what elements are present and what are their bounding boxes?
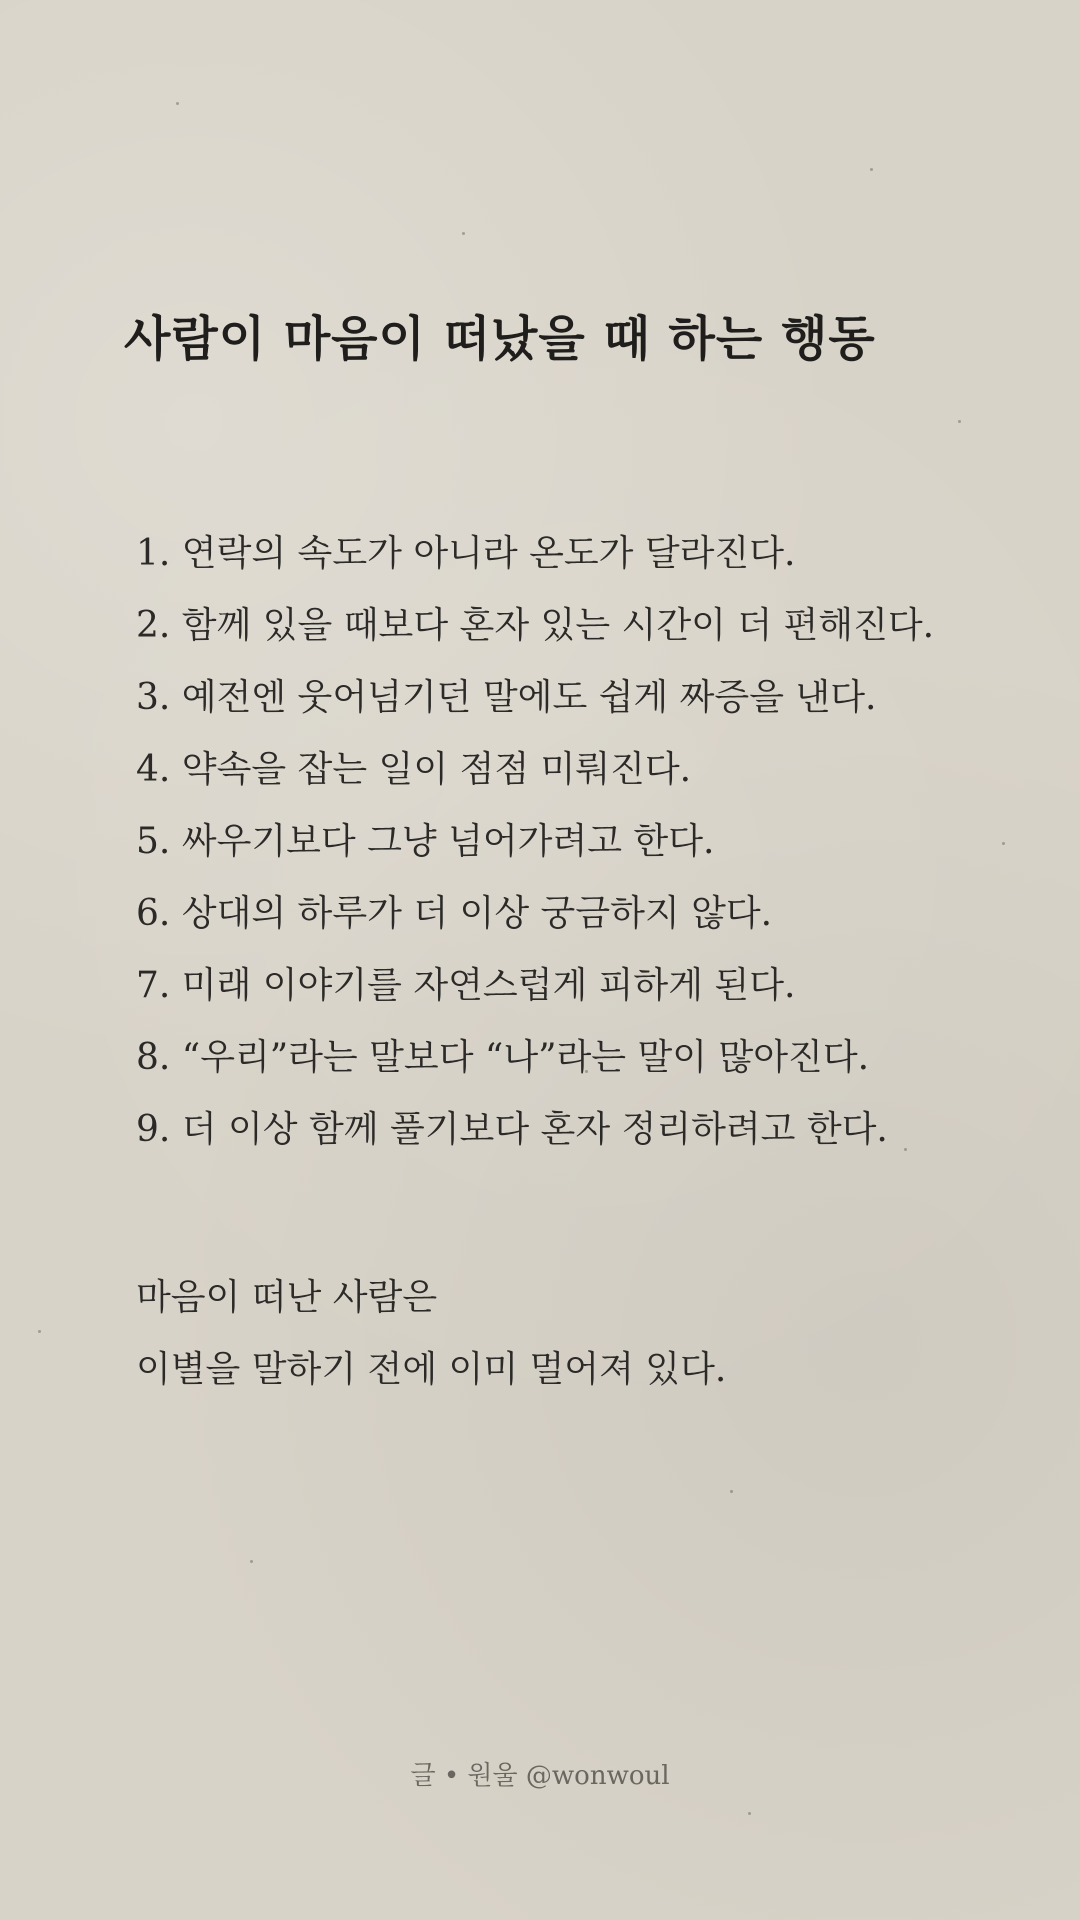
paper-speck [462,232,465,235]
list-item: 1. 연락의 속도가 아니라 온도가 달라진다. [136,533,796,574]
closing-line: 마음이 떠난 사람은 [136,1277,438,1318]
list-item: 8. “우리”라는 말보다 “나”라는 말이 많아진다. [136,1037,870,1078]
closing-paragraph [136,1262,726,1406]
list-item: 9. 더 이상 함께 풀기보다 혼자 정리하려고 한다. [136,1109,888,1150]
paper-speck [38,1330,41,1333]
paper-speck [176,102,179,105]
list-item: 2. 함께 있을 때보다 혼자 있는 시간이 더 편해진다. [136,605,935,646]
closing-line: 이별을 말하기 전에 이미 멀어져 있다. [136,1349,727,1390]
list-item: 7. 미래 이야기를 자연스럽게 피하게 된다. [136,965,796,1006]
list-item: 6. 상대의 하루가 더 이상 궁금하지 않다. [136,893,773,934]
paper-speck [958,420,961,423]
page-title: 사람이 마음이 떠났을 때 하는 행동 [124,311,876,367]
paper-speck [870,168,873,171]
paper-speck [1002,842,1005,845]
paper-speck [748,1812,751,1815]
list-item: 3. 예전엔 웃어넘기던 말에도 쉽게 짜증을 낸다. [136,677,877,718]
paper-speck [250,1560,253,1563]
list-item: 5. 싸우기보다 그냥 넘어가려고 한다. [136,821,715,862]
paper-speck [730,1490,733,1493]
author-credit: 글 • 원울 @wonwoul [410,1761,670,1791]
list-item: 4. 약속을 잡는 일이 점점 미뤄진다. [136,749,692,790]
behavior-list [136,526,934,1174]
